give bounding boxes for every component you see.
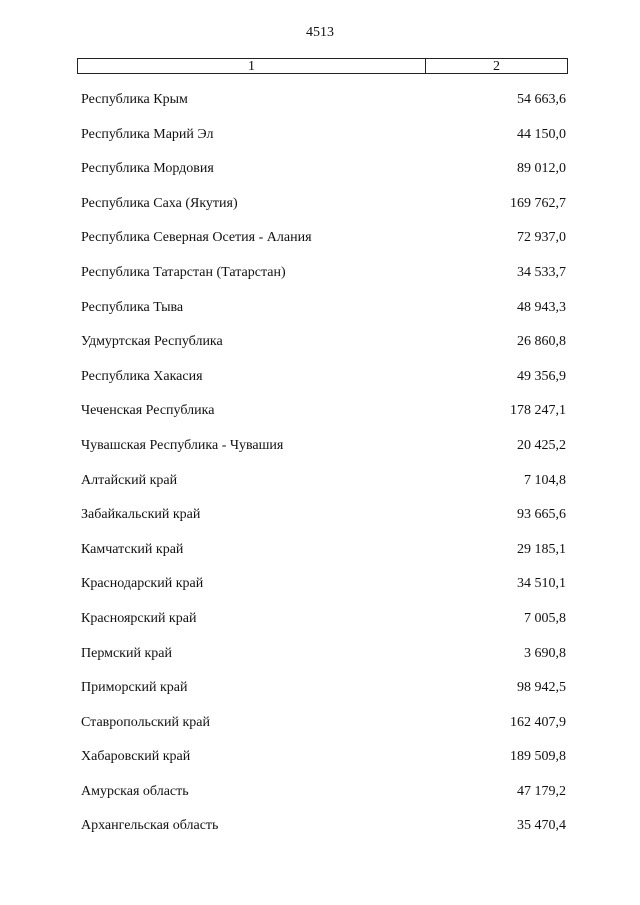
- region-name: Хабаровский край: [81, 749, 191, 765]
- amount-value: 189 509,8: [510, 749, 566, 765]
- amount-value: 48 943,3: [517, 299, 566, 315]
- table-row: [0, 263, 640, 298]
- region-name: Камчатский край: [81, 541, 184, 557]
- table-row: [0, 609, 640, 644]
- amount-value: 26 860,8: [517, 334, 566, 350]
- region-name: Амурская область: [81, 783, 189, 799]
- region-name: Забайкальский край: [81, 507, 201, 523]
- table-row: [0, 678, 640, 713]
- region-name: Республика Крым: [81, 92, 188, 107]
- amount-value: 72 937,0: [517, 230, 566, 246]
- table-row: [0, 90, 640, 125]
- amount-value: 93 665,6: [517, 507, 566, 523]
- column-header-1: 1: [78, 59, 426, 73]
- table-row: [0, 713, 640, 748]
- region-name: Алтайский край: [81, 472, 178, 488]
- table-row: [0, 644, 640, 679]
- table-header: [77, 58, 568, 74]
- table-row: [0, 782, 640, 817]
- region-name: Пермский край: [81, 645, 172, 661]
- amount-value: 7 104,8: [524, 472, 566, 488]
- region-name: Республика Тыва: [81, 299, 184, 315]
- amount-value: 35 470,4: [517, 818, 566, 834]
- table-row: [0, 471, 640, 506]
- amount-value: 34 533,7: [517, 264, 566, 280]
- amount-value: 29 185,1: [517, 541, 566, 557]
- table-row: [0, 159, 640, 194]
- table-row: [0, 540, 640, 575]
- amount-value: 3 690,8: [524, 645, 566, 661]
- table-body: [0, 90, 640, 851]
- region-name: Удмуртская Республика: [81, 334, 223, 350]
- table-row: [0, 574, 640, 609]
- table-row: [0, 332, 640, 367]
- region-name: Республика Татарстан (Татарстан): [81, 264, 286, 280]
- amount-value: 98 942,5: [517, 680, 566, 696]
- region-name: Республика Марий Эл: [81, 126, 214, 142]
- amount-value: 34 510,1: [517, 576, 566, 592]
- amount-value: 89 012,0: [517, 161, 566, 177]
- amount-value: 169 762,7: [510, 195, 566, 211]
- table-row: [0, 505, 640, 540]
- amount-value: 54 663,6: [517, 92, 566, 107]
- column-header-2: 2: [493, 59, 500, 74]
- table-row: [0, 436, 640, 471]
- region-name: Ставропольский край: [81, 714, 210, 730]
- region-name: Краснодарский край: [81, 576, 204, 592]
- amount-value: 20 425,2: [517, 437, 566, 453]
- table-row: [0, 401, 640, 436]
- region-name: Чувашская Республика - Чувашия: [81, 437, 284, 453]
- page-number: 4513: [306, 25, 334, 40]
- table-row: [0, 125, 640, 160]
- table-row: [0, 747, 640, 782]
- table-row: [0, 367, 640, 402]
- table-row: [0, 816, 640, 851]
- amount-value: 7 005,8: [524, 610, 566, 626]
- table-row: [0, 194, 640, 229]
- amount-value: 44 150,0: [517, 126, 566, 142]
- amount-value: 49 356,9: [517, 368, 566, 384]
- region-name: Чеченская Республика: [81, 403, 215, 419]
- region-name: Республика Саха (Якутия): [81, 195, 238, 211]
- amount-value: 178 247,1: [510, 403, 566, 419]
- table-row: [0, 228, 640, 263]
- region-name: Республика Северная Осетия - Алания: [81, 230, 312, 246]
- amount-value: 162 407,9: [510, 714, 566, 730]
- region-name: Архангельская область: [81, 818, 219, 834]
- region-name: Приморский край: [81, 680, 188, 696]
- amount-value: 47 179,2: [517, 783, 566, 799]
- table-row: [0, 298, 640, 333]
- region-name: Республика Хакасия: [81, 368, 203, 384]
- region-name: Республика Мордовия: [81, 161, 214, 177]
- region-name: Красноярский край: [81, 610, 197, 626]
